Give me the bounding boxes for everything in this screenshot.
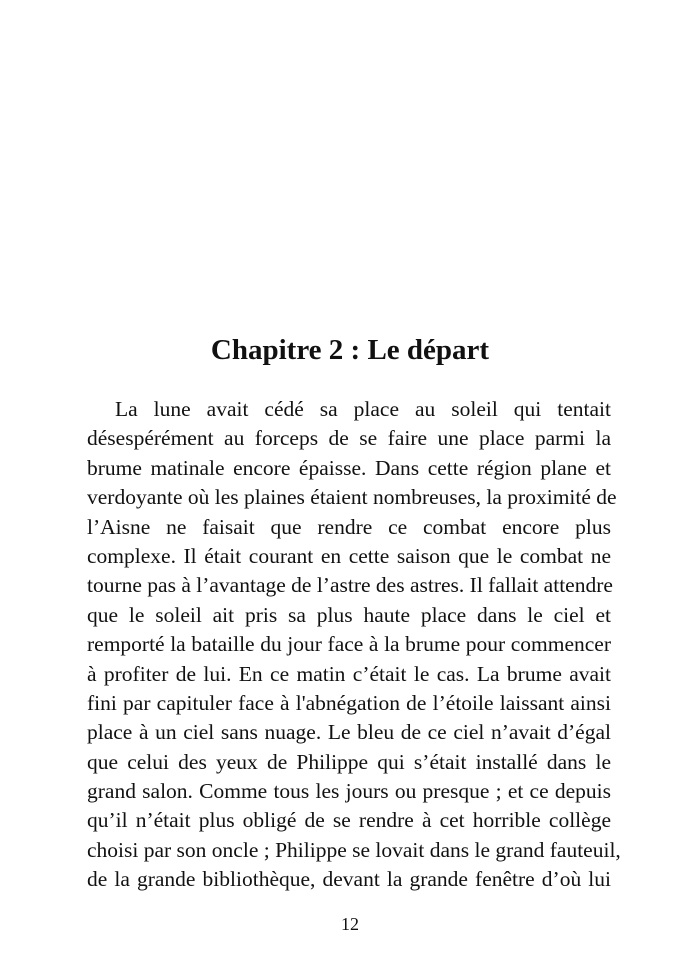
text-line: remporté la bataille du jour face à la brume pour commencer (87, 632, 611, 657)
text-line: désespérément au forceps de se faire une place parmi la (87, 426, 611, 451)
text-line: que le soleil ait pris sa plus haute place dans le ciel et (87, 602, 611, 627)
text-line: que celui des yeux de Philippe qui s’était installé dans le (87, 749, 611, 774)
text-line: verdoyante où les plaines étaient nombreuses, la proximité de (87, 485, 617, 510)
text-line: La lune avait cédé sa place au soleil qui tentait (115, 397, 611, 421)
text-line: de la grande bibliothèque, devant la grande fenêtre d’où lui (87, 867, 611, 892)
text-line: choisi par son oncle ; Philippe se lovait dans le grand fauteuil, (87, 837, 621, 862)
chapter-title: Chapitre 2 : Le départ (210, 334, 490, 366)
text-line: l’Aisne ne faisait que rendre ce combat encore plus (87, 514, 611, 539)
text-line: place à un ciel sans nuage. Le bleu de ce ciel n’avait d’égal (87, 720, 611, 745)
text-line: fini par capituler face à l'abnégation de l’étoile laissant ainsi (87, 690, 611, 715)
text-line: complexe. Il était courant en cette saison que le combat ne (87, 543, 611, 568)
body-paragraph (87, 395, 621, 895)
text-line: brume matinale encore épaisse. Dans cette région plane et (87, 455, 611, 480)
page-number: 12 (341, 914, 359, 934)
text-line: grand salon. Comme tous les jours ou presque ; et ce depuis (87, 779, 611, 804)
text-line: qu’il n’était plus obligé de se rendre à cet horrible collège (87, 808, 611, 833)
text-line: à profiter de lui. En ce matin c’était le cas. La brume avait (87, 661, 611, 686)
text-line: tourne pas à l’avantage de l’astre des astres. Il fallait attendre (87, 573, 613, 598)
